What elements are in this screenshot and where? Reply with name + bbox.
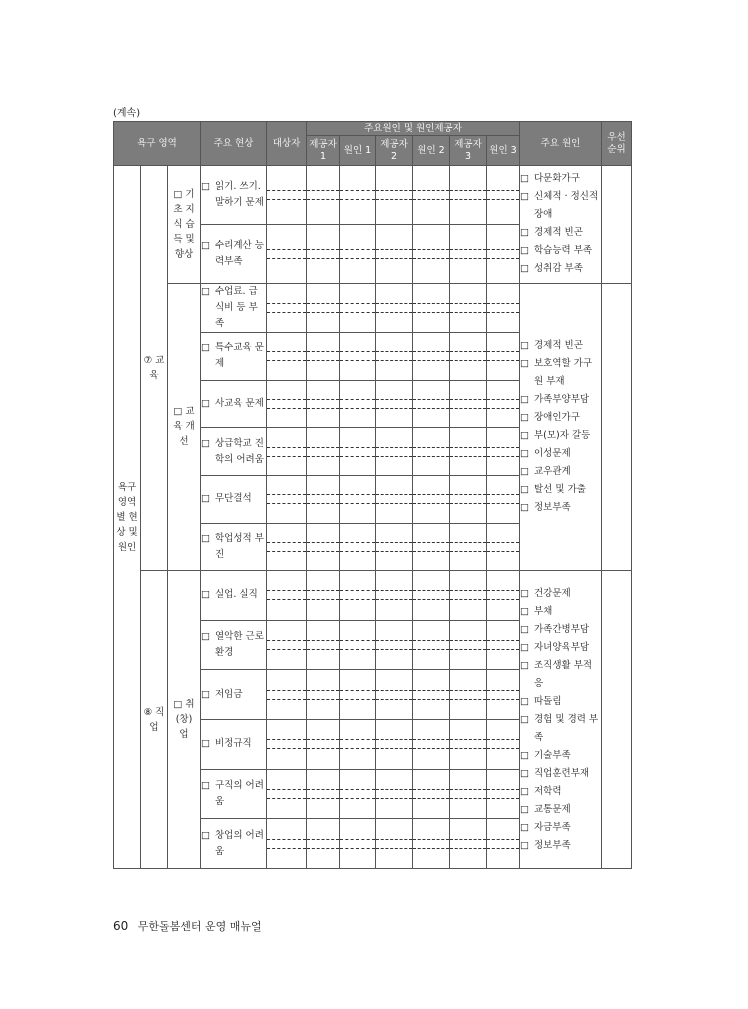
cause-input-cell[interactable] bbox=[307, 475, 340, 523]
area-label: ⑦ 교육 bbox=[141, 166, 168, 571]
target-input-cell[interactable] bbox=[267, 720, 307, 770]
cause-item[interactable] bbox=[520, 783, 601, 801]
cause-input-cell[interactable] bbox=[487, 475, 520, 523]
cause-input-cell[interactable] bbox=[340, 166, 376, 225]
cause-input-cell[interactable] bbox=[450, 523, 487, 571]
subarea-label: □ 기초 지식 습득 및 향상 bbox=[168, 166, 201, 284]
target-input-cell[interactable] bbox=[267, 620, 307, 670]
cause-item[interactable] bbox=[520, 242, 601, 260]
cause-label: 성취감 부족 bbox=[534, 263, 583, 275]
target-input-cell[interactable] bbox=[267, 571, 307, 621]
cause-item[interactable] bbox=[520, 747, 601, 765]
cause-item[interactable] bbox=[520, 224, 601, 242]
main-cause-list bbox=[520, 166, 602, 284]
priority-cell[interactable] bbox=[602, 283, 632, 571]
cause-input-cell[interactable] bbox=[487, 283, 520, 333]
cause-input-cell[interactable] bbox=[340, 428, 376, 476]
cause-input-cell[interactable] bbox=[376, 523, 413, 571]
cause-item[interactable] bbox=[520, 427, 601, 445]
cause-input-cell[interactable] bbox=[340, 380, 376, 428]
phenomenon-cell[interactable] bbox=[201, 571, 267, 621]
cause-label: 학습능력 부족 bbox=[534, 245, 593, 257]
checkbox-icon[interactable]: □ bbox=[201, 180, 210, 192]
cause-label: 신체적 · 정신적 장애 bbox=[534, 191, 599, 221]
phenomenon-cell[interactable] bbox=[201, 224, 267, 283]
cause-input-cell[interactable] bbox=[376, 475, 413, 523]
cause-item[interactable] bbox=[520, 693, 601, 711]
cause-label: 따돌림 bbox=[534, 695, 562, 707]
phenomenon-label: 읽기. 쓰기. 말하기 문제 bbox=[215, 180, 264, 208]
cause-input-cell[interactable] bbox=[307, 523, 340, 571]
cause-label: 다문화가구 bbox=[534, 173, 580, 185]
cause-label: 교우관계 bbox=[534, 465, 571, 477]
checkbox-icon[interactable]: □ bbox=[520, 605, 529, 617]
cause-input-cell[interactable] bbox=[450, 224, 487, 283]
cause-input-cell[interactable] bbox=[340, 769, 376, 819]
cause-input-cell[interactable] bbox=[450, 670, 487, 720]
cause-item[interactable] bbox=[520, 603, 601, 621]
phenomenon-cell[interactable] bbox=[201, 819, 267, 869]
checkbox-icon[interactable]: □ bbox=[201, 239, 210, 251]
area-label: ⑧ 직업 bbox=[141, 571, 168, 869]
cause-input-cell[interactable] bbox=[307, 571, 340, 621]
cause-input-cell[interactable] bbox=[307, 670, 340, 720]
checkbox-icon[interactable]: □ bbox=[520, 839, 529, 851]
checkbox-icon[interactable]: □ bbox=[520, 245, 529, 257]
target-input-cell[interactable] bbox=[267, 475, 307, 523]
checkbox-icon[interactable]: □ bbox=[201, 738, 210, 750]
cause-input-cell[interactable] bbox=[340, 283, 376, 333]
header-causes-group: 주요원인 및 원인제공자 bbox=[307, 122, 520, 136]
checkbox-icon[interactable]: □ bbox=[520, 501, 529, 513]
header-area: 욕구 영역 bbox=[114, 122, 201, 166]
target-input-cell[interactable] bbox=[267, 819, 307, 869]
cause-input-cell[interactable] bbox=[487, 380, 520, 428]
cause-item[interactable] bbox=[520, 481, 601, 499]
phenomenon-label: 비정규직 bbox=[215, 738, 252, 750]
subarea-label: □ 교육 개선 bbox=[168, 283, 201, 571]
cause-item[interactable] bbox=[520, 837, 601, 855]
checkbox-icon[interactable]: □ bbox=[201, 779, 210, 791]
cause-item[interactable] bbox=[520, 801, 601, 819]
phenomenon-label: 수업료. 급식비 등 부족 bbox=[215, 285, 258, 329]
cause-input-cell[interactable] bbox=[487, 523, 520, 571]
phenomenon-cell[interactable] bbox=[201, 380, 267, 428]
cause-label: 부(모)자 갈등 bbox=[534, 429, 591, 441]
cause-label: 직업훈련부재 bbox=[534, 767, 590, 779]
cause-input-cell[interactable] bbox=[413, 571, 450, 621]
page-footer bbox=[113, 918, 262, 934]
checkbox-icon[interactable]: □ bbox=[520, 821, 529, 833]
cause-input-cell[interactable] bbox=[376, 224, 413, 283]
header-cause-2: 원인 2 bbox=[413, 136, 450, 166]
cause-item[interactable] bbox=[520, 337, 601, 355]
header-target: 대상자 bbox=[267, 122, 307, 166]
cause-item[interactable] bbox=[520, 585, 601, 603]
phenomenon-label: 수리계산 능력부족 bbox=[215, 239, 264, 267]
checkbox-icon[interactable]: □ bbox=[201, 342, 210, 354]
target-input-cell[interactable] bbox=[267, 283, 307, 333]
needs-table bbox=[113, 121, 632, 869]
checkbox-icon[interactable]: □ bbox=[201, 631, 210, 643]
cause-input-cell[interactable] bbox=[413, 670, 450, 720]
header-main-cause: 주요 원인 bbox=[520, 122, 602, 166]
checkbox-icon[interactable]: □ bbox=[520, 357, 529, 369]
table-row bbox=[114, 166, 632, 225]
checkbox-icon[interactable]: □ bbox=[520, 465, 529, 477]
cause-label: 정보부족 bbox=[534, 501, 571, 513]
cause-input-cell[interactable] bbox=[413, 380, 450, 428]
cause-input-cell[interactable] bbox=[450, 475, 487, 523]
cause-input-cell[interactable] bbox=[307, 428, 340, 476]
cause-input-cell[interactable] bbox=[413, 333, 450, 381]
main-cause-list bbox=[520, 571, 602, 869]
cause-label: 교통문제 bbox=[534, 803, 571, 815]
cause-input-cell[interactable] bbox=[376, 769, 413, 819]
cause-input-cell[interactable] bbox=[376, 283, 413, 333]
header-phenomenon: 주요 현상 bbox=[201, 122, 267, 166]
cause-input-cell[interactable] bbox=[307, 769, 340, 819]
cause-input-cell[interactable] bbox=[376, 571, 413, 621]
cause-item[interactable] bbox=[520, 463, 601, 481]
phenomenon-cell[interactable] bbox=[201, 720, 267, 770]
table-row bbox=[114, 571, 632, 621]
phenomenon-label: 특수교육 문제 bbox=[215, 342, 264, 370]
cause-label: 탈선 및 가출 bbox=[534, 483, 586, 495]
cause-label: 자금부족 bbox=[534, 821, 571, 833]
cause-item[interactable] bbox=[520, 391, 601, 409]
header-provider-1: 제공자 1 bbox=[307, 136, 340, 166]
cause-input-cell[interactable] bbox=[376, 720, 413, 770]
cause-input-cell[interactable] bbox=[376, 166, 413, 225]
header-priority: 우선 순위 bbox=[602, 122, 632, 166]
cause-item[interactable] bbox=[520, 170, 601, 188]
checkbox-icon[interactable]: □ bbox=[201, 829, 210, 841]
cause-input-cell[interactable] bbox=[376, 333, 413, 381]
checkbox-icon[interactable]: □ bbox=[520, 587, 529, 599]
checkbox-icon[interactable]: □ bbox=[520, 483, 529, 495]
phenomenon-cell[interactable] bbox=[201, 523, 267, 571]
checkbox-icon[interactable]: □ bbox=[201, 398, 210, 410]
checkbox-icon[interactable]: □ bbox=[520, 263, 529, 275]
main-cause-list bbox=[520, 283, 602, 571]
header-cause-1: 원인 1 bbox=[340, 136, 376, 166]
phenomenon-label: 열악한 근로환경 bbox=[215, 631, 264, 659]
cause-input-cell[interactable] bbox=[413, 720, 450, 770]
phenomenon-cell[interactable] bbox=[201, 283, 267, 333]
target-input-cell[interactable] bbox=[267, 428, 307, 476]
checkbox-icon[interactable]: □ bbox=[520, 173, 529, 185]
checkbox-icon[interactable]: □ bbox=[520, 191, 529, 203]
cause-item[interactable] bbox=[520, 819, 601, 837]
cause-item[interactable] bbox=[520, 409, 601, 427]
header-cause-3: 원인 3 bbox=[487, 136, 520, 166]
phenomenon-cell[interactable] bbox=[201, 475, 267, 523]
cause-input-cell[interactable] bbox=[376, 428, 413, 476]
page-number: 60 bbox=[113, 919, 129, 933]
cause-label: 기술부족 bbox=[534, 749, 571, 761]
target-input-cell[interactable] bbox=[267, 523, 307, 571]
phenomenon-label: 상급학교 진학의 어려움 bbox=[215, 437, 264, 465]
target-input-cell[interactable] bbox=[267, 166, 307, 225]
cause-input-cell[interactable] bbox=[450, 571, 487, 621]
cause-input-cell[interactable] bbox=[340, 670, 376, 720]
checkbox-icon[interactable]: □ bbox=[520, 393, 529, 405]
cause-item[interactable] bbox=[520, 355, 601, 391]
target-input-cell[interactable] bbox=[267, 224, 307, 283]
cause-input-cell[interactable] bbox=[450, 720, 487, 770]
cause-label: 정보부족 bbox=[534, 839, 571, 851]
cause-item[interactable] bbox=[520, 711, 601, 747]
cause-input-cell[interactable] bbox=[413, 283, 450, 333]
cause-input-cell[interactable] bbox=[413, 224, 450, 283]
cause-item[interactable] bbox=[520, 499, 601, 517]
cause-input-cell[interactable] bbox=[340, 819, 376, 869]
checkbox-icon[interactable]: □ bbox=[520, 429, 529, 441]
phenomenon-cell[interactable] bbox=[201, 670, 267, 720]
cause-input-cell[interactable] bbox=[376, 819, 413, 869]
cause-input-cell[interactable] bbox=[487, 769, 520, 819]
checkbox-icon[interactable]: □ bbox=[520, 749, 529, 761]
checkbox-icon[interactable]: □ bbox=[520, 339, 529, 351]
subarea-label: □ 취(창) 업 bbox=[168, 571, 201, 869]
cause-label: 가족부양부담 bbox=[534, 393, 590, 405]
cause-input-cell[interactable] bbox=[307, 380, 340, 428]
cause-input-cell[interactable] bbox=[487, 620, 520, 670]
cause-input-cell[interactable] bbox=[450, 166, 487, 225]
phenomenon-cell[interactable] bbox=[201, 166, 267, 225]
checkbox-icon[interactable]: □ bbox=[520, 659, 529, 671]
cause-input-cell[interactable] bbox=[450, 428, 487, 476]
cause-label: 건강문제 bbox=[534, 587, 571, 599]
phenomenon-cell[interactable] bbox=[201, 333, 267, 381]
cause-input-cell[interactable] bbox=[340, 523, 376, 571]
cause-input-cell[interactable] bbox=[413, 428, 450, 476]
checkbox-icon[interactable]: □ bbox=[520, 695, 529, 707]
cause-item[interactable] bbox=[520, 657, 601, 693]
checkbox-icon[interactable]: □ bbox=[201, 285, 210, 297]
header-provider-3: 제공자 3 bbox=[450, 136, 487, 166]
cause-input-cell[interactable] bbox=[487, 224, 520, 283]
cause-label: 이성문제 bbox=[534, 447, 571, 459]
checkbox-icon[interactable]: □ bbox=[520, 447, 529, 459]
cause-input-cell[interactable] bbox=[487, 571, 520, 621]
table-row bbox=[114, 283, 632, 333]
cause-input-cell[interactable] bbox=[450, 380, 487, 428]
cause-label: 장애인가구 bbox=[534, 411, 580, 423]
checkbox-icon[interactable]: □ bbox=[520, 623, 529, 635]
checkbox-icon[interactable]: □ bbox=[201, 589, 210, 601]
checkbox-icon[interactable]: □ bbox=[520, 785, 529, 797]
side-label: 욕구 영역 별 현상 및 원인 bbox=[114, 166, 141, 869]
cause-input-cell[interactable] bbox=[413, 819, 450, 869]
cause-input-cell[interactable] bbox=[307, 224, 340, 283]
phenomenon-label: 무단결석 bbox=[215, 493, 252, 505]
cause-item[interactable] bbox=[520, 765, 601, 783]
cause-input-cell[interactable] bbox=[307, 819, 340, 869]
cause-label: 가족간병부담 bbox=[534, 623, 590, 635]
cause-input-cell[interactable] bbox=[450, 283, 487, 333]
cause-input-cell[interactable] bbox=[340, 333, 376, 381]
cause-input-cell[interactable] bbox=[413, 620, 450, 670]
target-input-cell[interactable] bbox=[267, 769, 307, 819]
cause-input-cell[interactable] bbox=[487, 720, 520, 770]
phenomenon-label: 실업. 실직 bbox=[215, 589, 258, 601]
cause-label: 보호역할 가구원 부재 bbox=[534, 357, 593, 387]
target-input-cell[interactable] bbox=[267, 333, 307, 381]
cause-input-cell[interactable] bbox=[307, 333, 340, 381]
checkbox-icon[interactable]: □ bbox=[520, 411, 529, 423]
cause-input-cell[interactable] bbox=[340, 475, 376, 523]
cause-input-cell[interactable] bbox=[340, 224, 376, 283]
checkbox-icon[interactable]: □ bbox=[201, 688, 210, 700]
cause-item[interactable] bbox=[520, 639, 601, 657]
checkbox-icon[interactable]: □ bbox=[201, 437, 210, 449]
cause-input-cell[interactable] bbox=[450, 769, 487, 819]
checkbox-icon[interactable]: □ bbox=[201, 532, 210, 544]
cause-input-cell[interactable] bbox=[340, 720, 376, 770]
phenomenon-cell[interactable] bbox=[201, 620, 267, 670]
checkbox-icon[interactable]: □ bbox=[201, 493, 210, 505]
priority-cell[interactable] bbox=[602, 571, 632, 869]
cause-input-cell[interactable] bbox=[450, 620, 487, 670]
cause-input-cell[interactable] bbox=[487, 819, 520, 869]
checkbox-icon[interactable]: □ bbox=[520, 227, 529, 239]
header-provider-2: 제공자 2 bbox=[376, 136, 413, 166]
cause-item[interactable] bbox=[520, 621, 601, 639]
cause-input-cell[interactable] bbox=[307, 283, 340, 333]
cause-label: 경제적 빈곤 bbox=[534, 339, 583, 351]
cause-input-cell[interactable] bbox=[487, 166, 520, 225]
phenomenon-cell[interactable] bbox=[201, 769, 267, 819]
cause-input-cell[interactable] bbox=[487, 670, 520, 720]
cause-label: 경제적 빈곤 bbox=[534, 227, 583, 239]
phenomenon-cell[interactable] bbox=[201, 428, 267, 476]
cause-label: 조직생활 부적응 bbox=[534, 659, 593, 689]
cause-label: 경험 및 경력 부족 bbox=[534, 713, 599, 743]
cause-item[interactable] bbox=[520, 188, 601, 224]
priority-cell[interactable] bbox=[602, 166, 632, 284]
cause-input-cell[interactable] bbox=[450, 819, 487, 869]
cause-label: 자녀양육부담 bbox=[534, 641, 590, 653]
checkbox-icon[interactable]: □ bbox=[520, 713, 529, 725]
cause-input-cell[interactable] bbox=[413, 523, 450, 571]
target-input-cell[interactable] bbox=[267, 380, 307, 428]
target-input-cell[interactable] bbox=[267, 670, 307, 720]
cause-input-cell[interactable] bbox=[413, 769, 450, 819]
cause-input-cell[interactable] bbox=[450, 333, 487, 381]
footer-title: 무한돌봄센터 운영 매뉴얼 bbox=[137, 920, 262, 933]
phenomenon-label: 저임금 bbox=[215, 688, 243, 700]
cause-input-cell[interactable] bbox=[340, 620, 376, 670]
cause-item[interactable] bbox=[520, 260, 601, 278]
cause-input-cell[interactable] bbox=[307, 166, 340, 225]
cause-label: 부채 bbox=[534, 605, 553, 617]
phenomenon-label: 창업의 어려움 bbox=[215, 829, 264, 857]
continued-label: (계속) bbox=[113, 108, 141, 119]
cause-input-cell[interactable] bbox=[487, 333, 520, 381]
cause-input-cell[interactable] bbox=[376, 380, 413, 428]
cause-input-cell[interactable] bbox=[413, 475, 450, 523]
cause-input-cell[interactable] bbox=[307, 620, 340, 670]
phenomenon-label: 학업성적 부진 bbox=[215, 532, 264, 560]
cause-input-cell[interactable] bbox=[340, 571, 376, 621]
cause-input-cell[interactable] bbox=[307, 720, 340, 770]
cause-input-cell[interactable] bbox=[413, 166, 450, 225]
checkbox-icon[interactable]: □ bbox=[520, 767, 529, 779]
cause-input-cell[interactable] bbox=[487, 428, 520, 476]
checkbox-icon[interactable]: □ bbox=[520, 641, 529, 653]
phenomenon-label: 구직의 어려움 bbox=[215, 779, 264, 807]
cause-input-cell[interactable] bbox=[376, 620, 413, 670]
cause-input-cell[interactable] bbox=[376, 670, 413, 720]
cause-label: 저학력 bbox=[534, 785, 562, 797]
cause-item[interactable] bbox=[520, 445, 601, 463]
phenomenon-label: 사교육 문제 bbox=[215, 398, 264, 410]
checkbox-icon[interactable]: □ bbox=[520, 803, 529, 815]
